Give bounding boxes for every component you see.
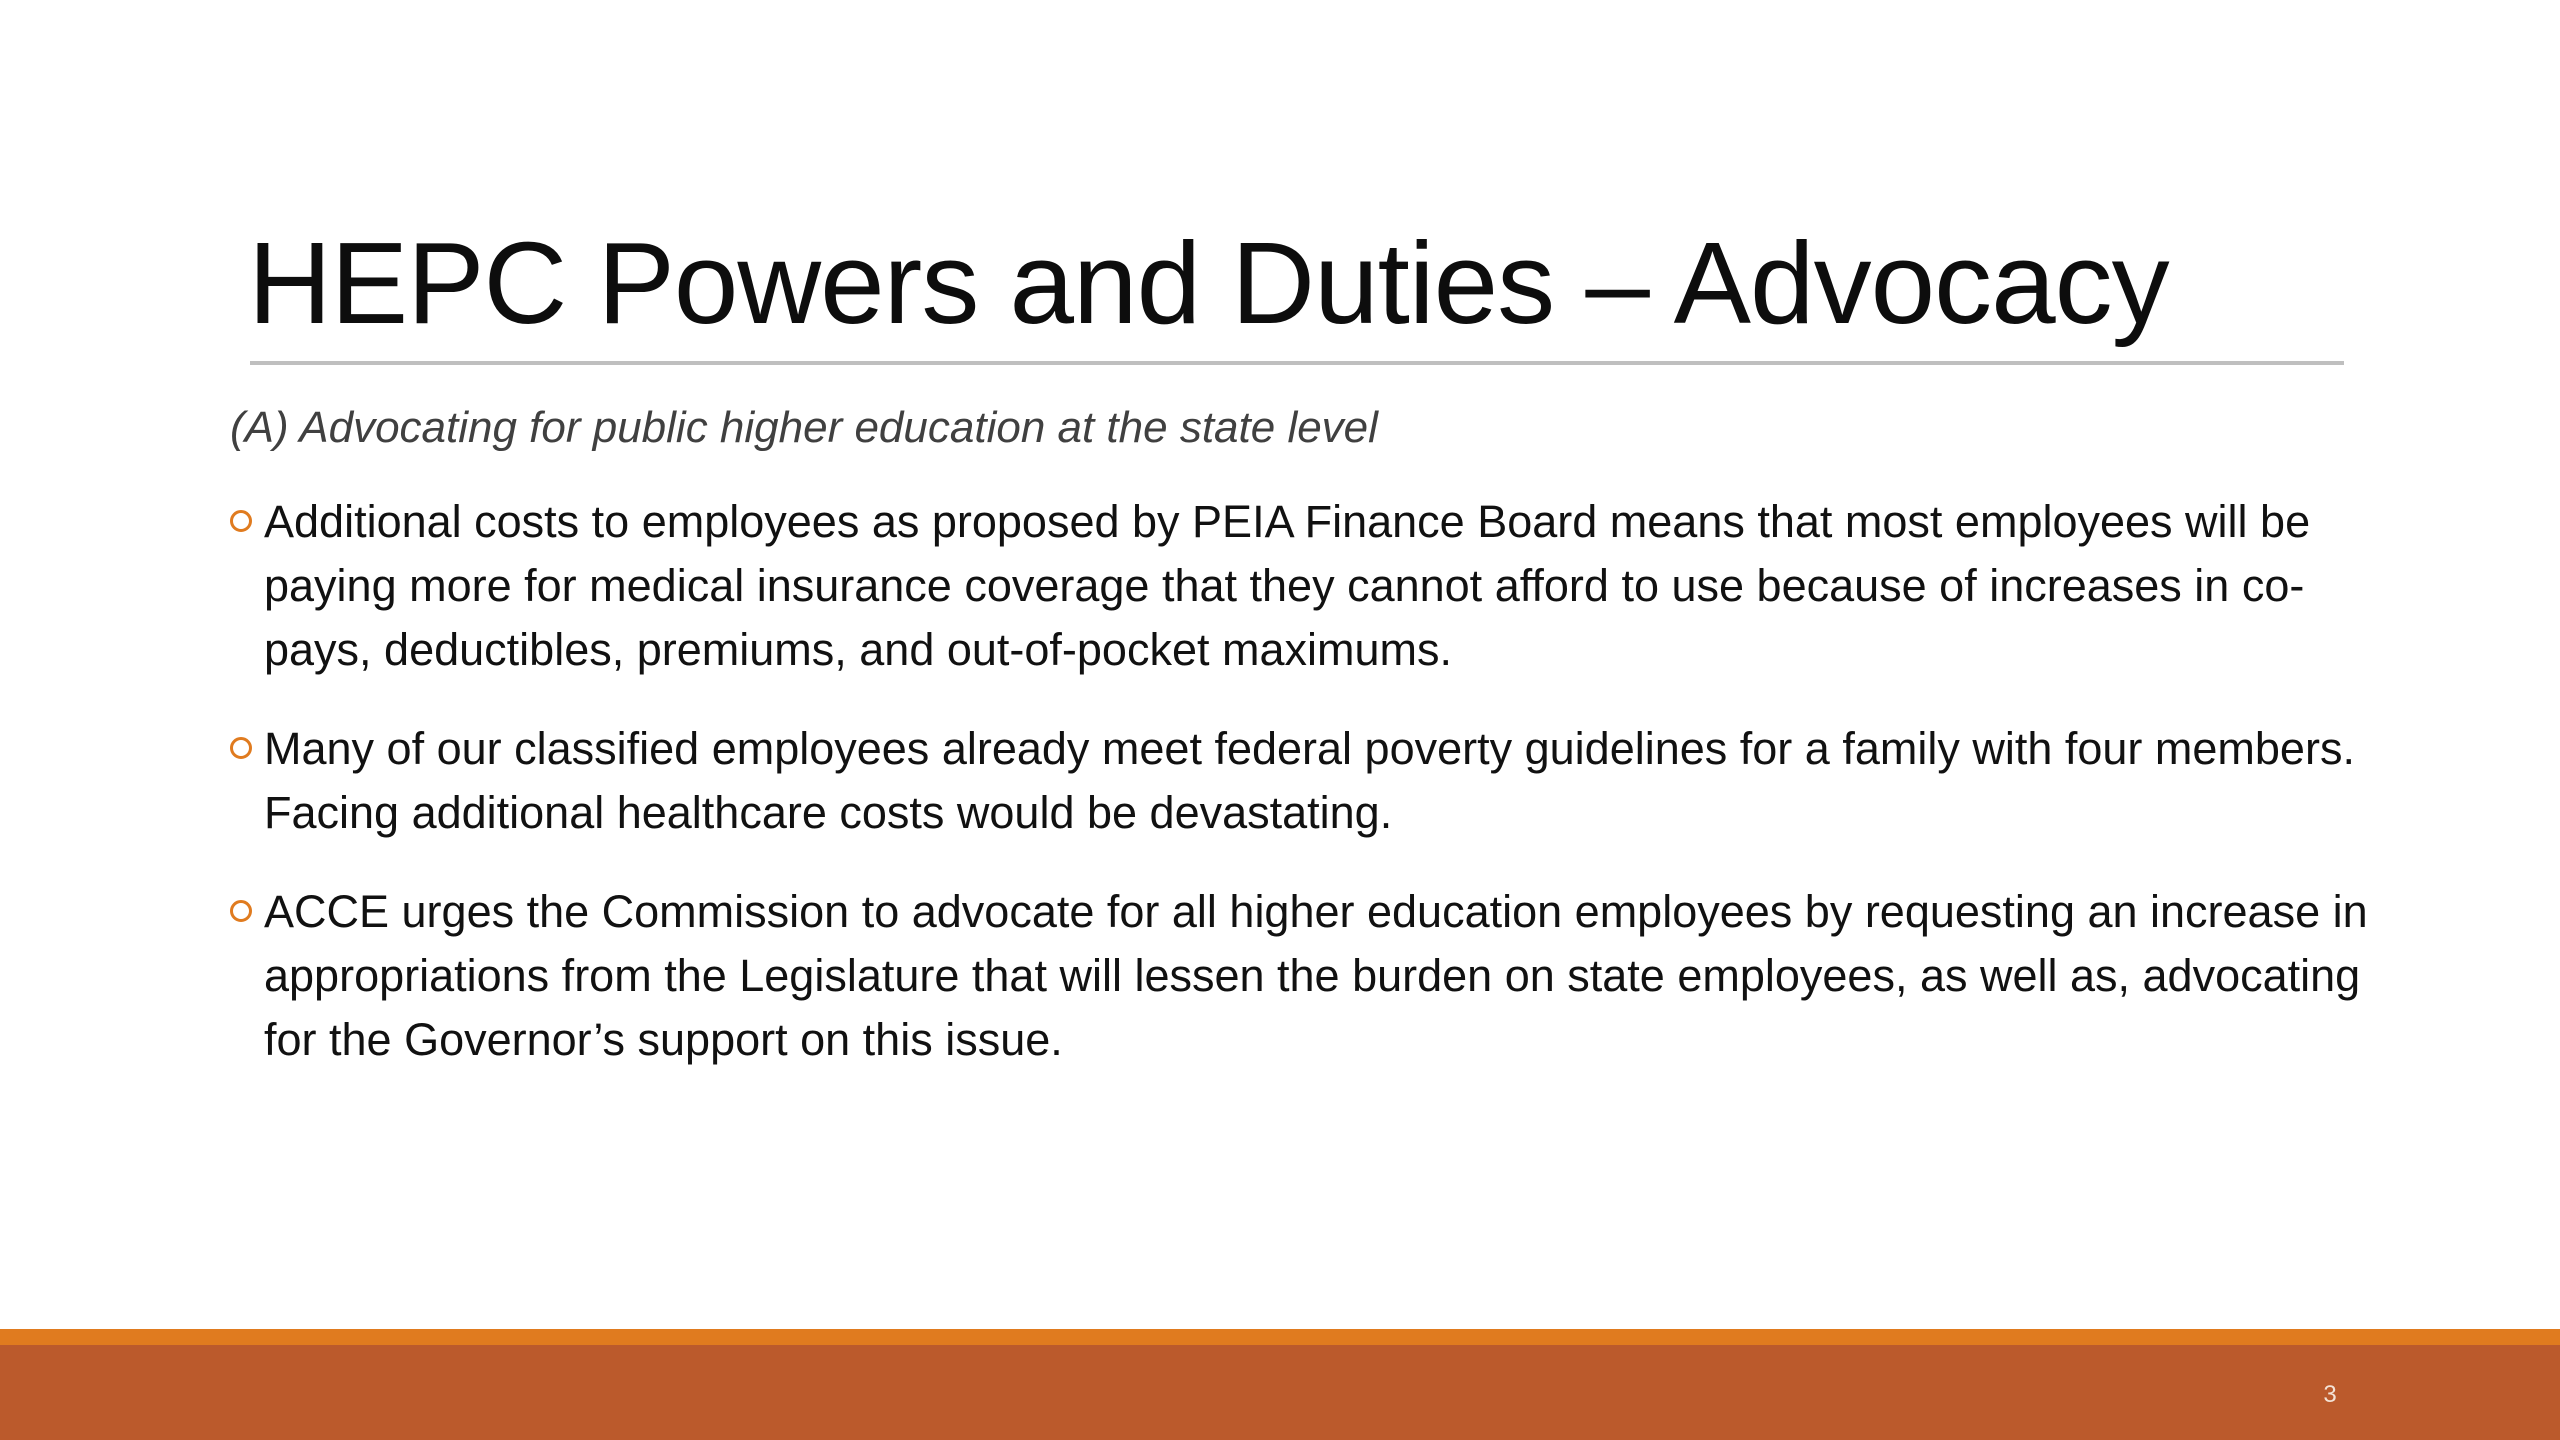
bullet-item <box>230 717 2380 845</box>
page-number: 3 <box>2323 1381 2337 1408</box>
bullet-text: Many of our classified employees already meet federal poverty guidelines for a family with four members. Facing additional healthcare costs would be devastating. <box>264 723 2355 838</box>
bullet-list <box>230 490 2380 1107</box>
bullet-item <box>230 490 2380 682</box>
slide-subtitle: (A) Advocating for public higher education at the state level <box>230 403 1378 452</box>
bullet-item <box>230 880 2380 1072</box>
footer-accent-stripe <box>0 1329 2560 1345</box>
slide-title: HEPC Powers and Duties – Advocacy <box>248 218 2169 348</box>
hollow-circle-bullet-icon <box>230 737 252 759</box>
hollow-circle-bullet-icon <box>230 510 252 532</box>
bullet-text: Additional costs to employees as proposed by PEIA Finance Board means that most employees will be paying more for medical insurance coverage that they cannot afford to use because of increases in co-pays, deductibles, premiums, and out-of-pocket maximums. <box>264 496 2311 675</box>
title-divider <box>250 361 2344 365</box>
hollow-circle-bullet-icon <box>230 900 252 922</box>
footer-bar <box>0 1345 2560 1440</box>
bullet-text: ACCE urges the Commission to advocate for all higher education employees by requesting an increase in appropriations from the Legislature that will lessen the burden on state employees, as well as, advocating for the Governor’s support on this issue. <box>264 886 2368 1065</box>
